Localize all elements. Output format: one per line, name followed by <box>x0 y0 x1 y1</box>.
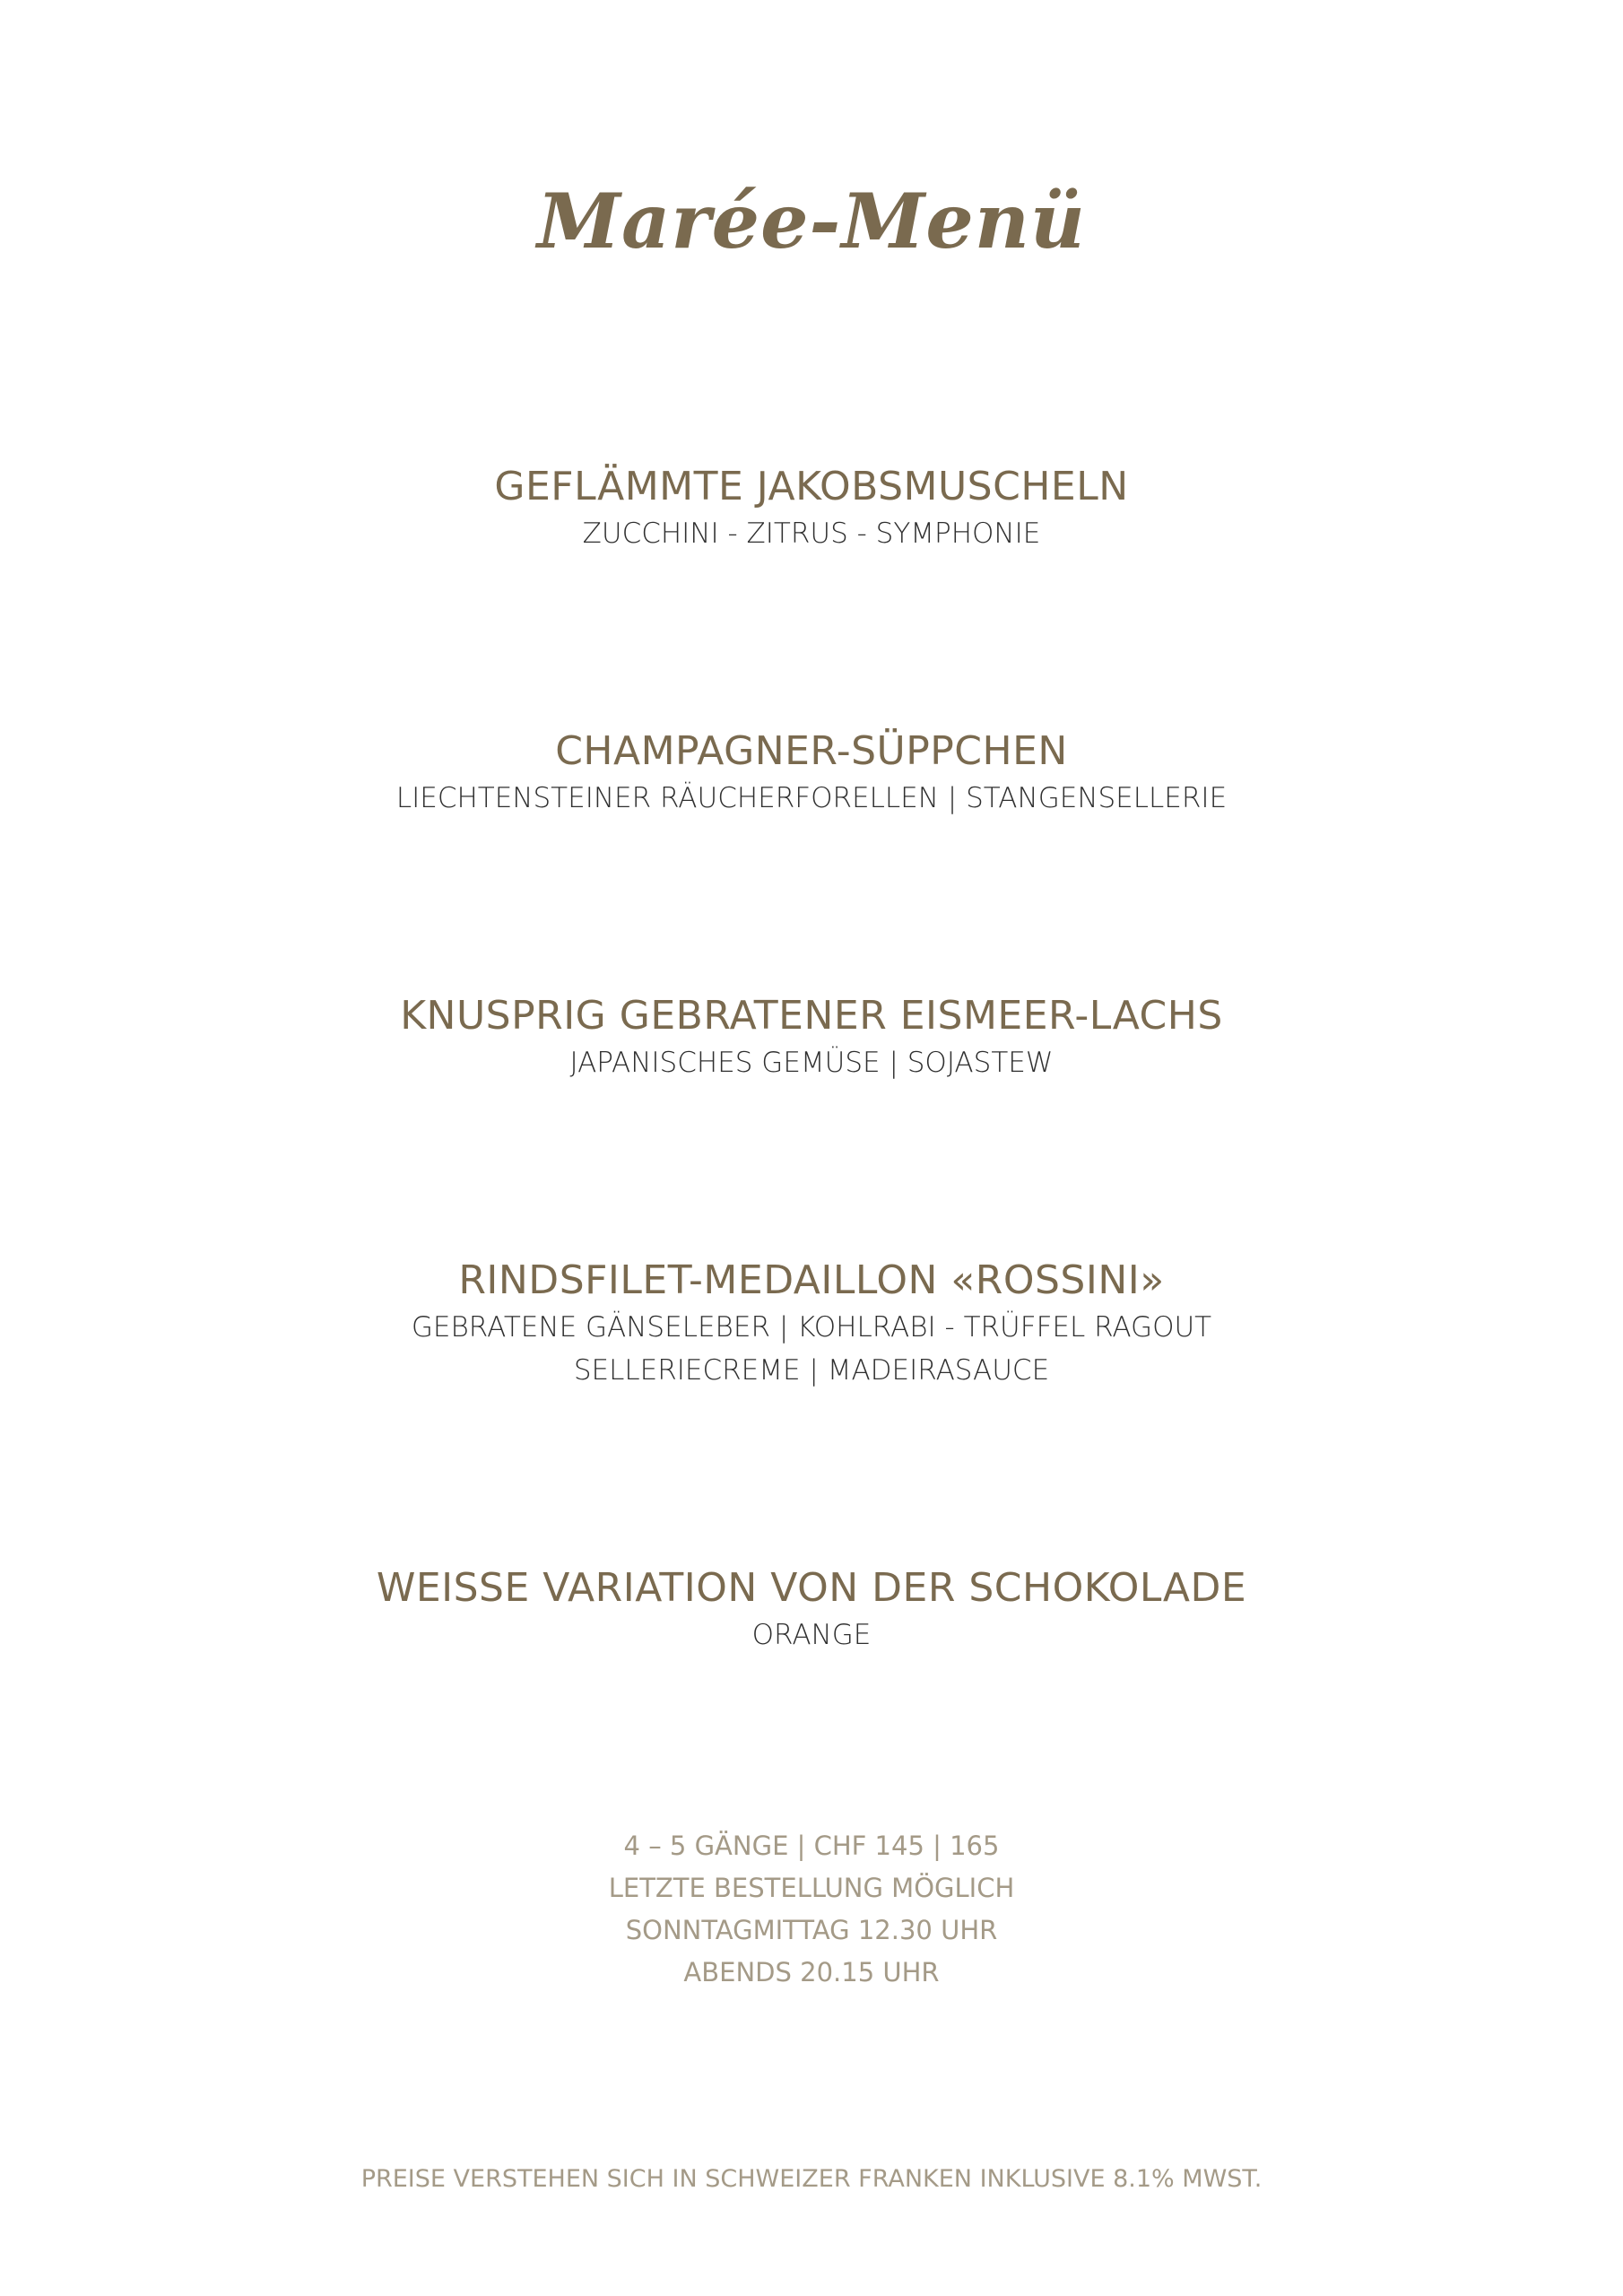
evening-time-line: ABENDS 20.15 UHR <box>683 1957 940 1987</box>
menu-info <box>0 1825 1623 1994</box>
course-5 <box>0 1563 1623 1657</box>
course-4 <box>0 1256 1623 1392</box>
course-description: ORANGE <box>751 1619 872 1651</box>
course-description: GEBRATENE GÄNSELEBER | KOHLRABI - TRÜFFEL RAGOUT <box>411 1311 1212 1344</box>
course-1 <box>0 462 1623 555</box>
course-description: JAPANISCHES GEMÜSE | SOJASTEW <box>569 1047 1054 1079</box>
course-name: RINDSFILET-MEDAILLON «ROSSINI» <box>458 1257 1165 1303</box>
course-description: SELLERIECREME | MADEIRASAUCE <box>573 1354 1050 1387</box>
course-description: LIECHTENSTEINER RÄUCHERFORELLEN | STANGENSELLERIE <box>395 782 1228 814</box>
course-name: GEFLÄMMTE JAKOBSMUSCHELN <box>494 464 1129 509</box>
course-name: WEISSE VARIATION VON DER SCHOKOLADE <box>376 1565 1247 1611</box>
menu-title: Marée-Menü <box>537 177 1086 265</box>
price-line: 4 – 5 GÄNGE | CHF 145 | 165 <box>623 1831 1000 1861</box>
course-name: CHAMPAGNER-SÜPPCHEN <box>555 728 1068 774</box>
course-name: KNUSPRIG GEBRATENER EISMEER-LACHS <box>400 993 1223 1039</box>
price-note: PREISE VERSTEHEN SICH IN SCHWEIZER FRANKEN INKLUSIVE 8.1% MWST. <box>360 2165 1263 2193</box>
course-2 <box>0 726 1623 820</box>
course-3 <box>0 991 1623 1084</box>
course-description: ZUCCHINI - ZITRUS - SYMPHONIE <box>582 517 1041 550</box>
sunday-time-line: SONNTAGMITTAG 12.30 UHR <box>625 1915 998 1945</box>
last-order-line: LETZTE BESTELLUNG MÖGLICH <box>608 1873 1015 1903</box>
